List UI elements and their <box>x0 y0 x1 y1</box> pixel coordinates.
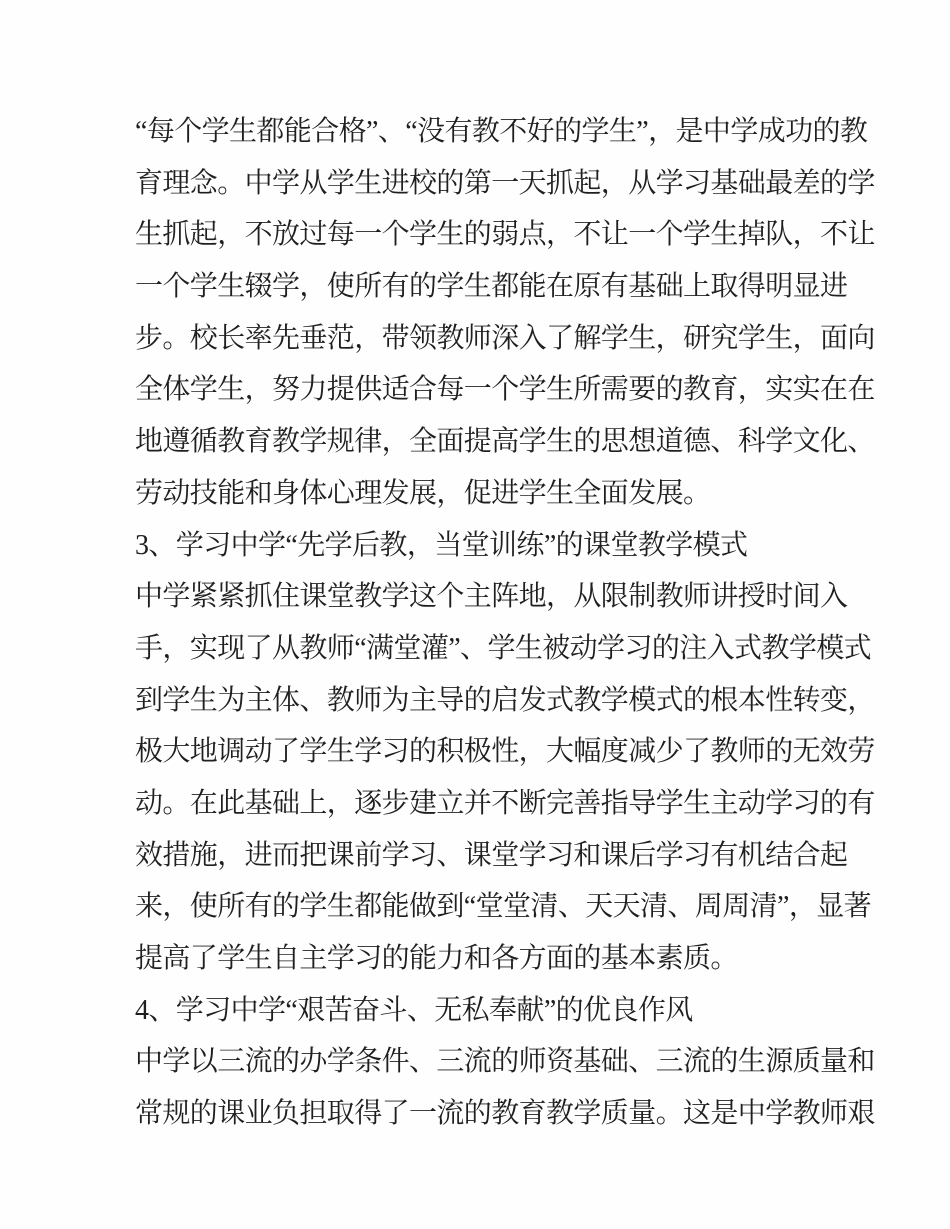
text-line: 中学紧紧抓住课堂教学这个主阵地，从限制教师讲授时间入 <box>135 581 848 613</box>
text-line: 劳动技能和身体心理发展，促进学生全面发展。 <box>135 477 711 509</box>
text-line: 极大地调动了学生学习的积极性，大幅度减少了教师的无效劳 <box>135 736 875 768</box>
text-line: “每个学生都能合格”、“没有教不好的学生”，是中学成功的教 <box>135 116 868 147</box>
text-line: 手，实现了从教师“满堂灌”、学生被动学习的注入式教学模式 <box>135 632 872 664</box>
section-heading-3 <box>135 520 835 572</box>
text-line: 动。在此基础上，逐步建立并不断完善指导学生主动学习的有 <box>135 787 875 819</box>
text-line: 全体学生，努力提供适合每一个学生所需要的教育，实实在在 <box>135 374 875 406</box>
text-line: 来，使所有的学生都能做到“堂堂清、天天清、周周清”，显著 <box>135 891 872 923</box>
text-line: 地遵循教育教学规律，全面提高学生的思想道德、科学文化、 <box>135 426 875 458</box>
text-line: 提高了学生自主学习的能力和各方面的基本素质。 <box>135 943 738 974</box>
text-line: 常规的课业负担取得了一流的教育教学质量。这是中学教师艰 <box>135 1098 875 1130</box>
heading-line: 4、学习中学“艰苦奋斗、无私奉献”的优良作风 <box>135 994 693 1026</box>
text-line: 中学以三流的办学条件、三流的师资基础、三流的生源质量和 <box>135 1046 875 1078</box>
text-line: 步。校长率先垂范，带领教师深入了解学生，研究学生，面向 <box>135 322 875 354</box>
document-text-block <box>135 106 875 1140</box>
paragraph-section-3-body <box>135 571 875 985</box>
paragraph-body-continuation <box>135 106 875 520</box>
text-line: 一个学生辍学，使所有的学生都能在原有基础上取得明显进 <box>135 271 848 303</box>
paragraph-section-4-body <box>135 1036 875 1139</box>
text-line: 育理念。中学从学生进校的第一天抓起，从学习基础最差的学 <box>135 167 875 199</box>
text-line: 效措施，进而把课前学习、课堂学习和课后学习有机结合起 <box>135 839 848 871</box>
text-line: 到学生为主体、教师为主导的启发式教学模式的根本性转变， <box>135 684 875 716</box>
text-line: 生抓起，不放过每一个学生的弱点，不让一个学生掉队，不让 <box>135 219 875 251</box>
heading-line: 3、学习中学“先学后教，当堂训练”的课堂教学模式 <box>135 529 748 561</box>
section-heading-4 <box>135 985 835 1037</box>
